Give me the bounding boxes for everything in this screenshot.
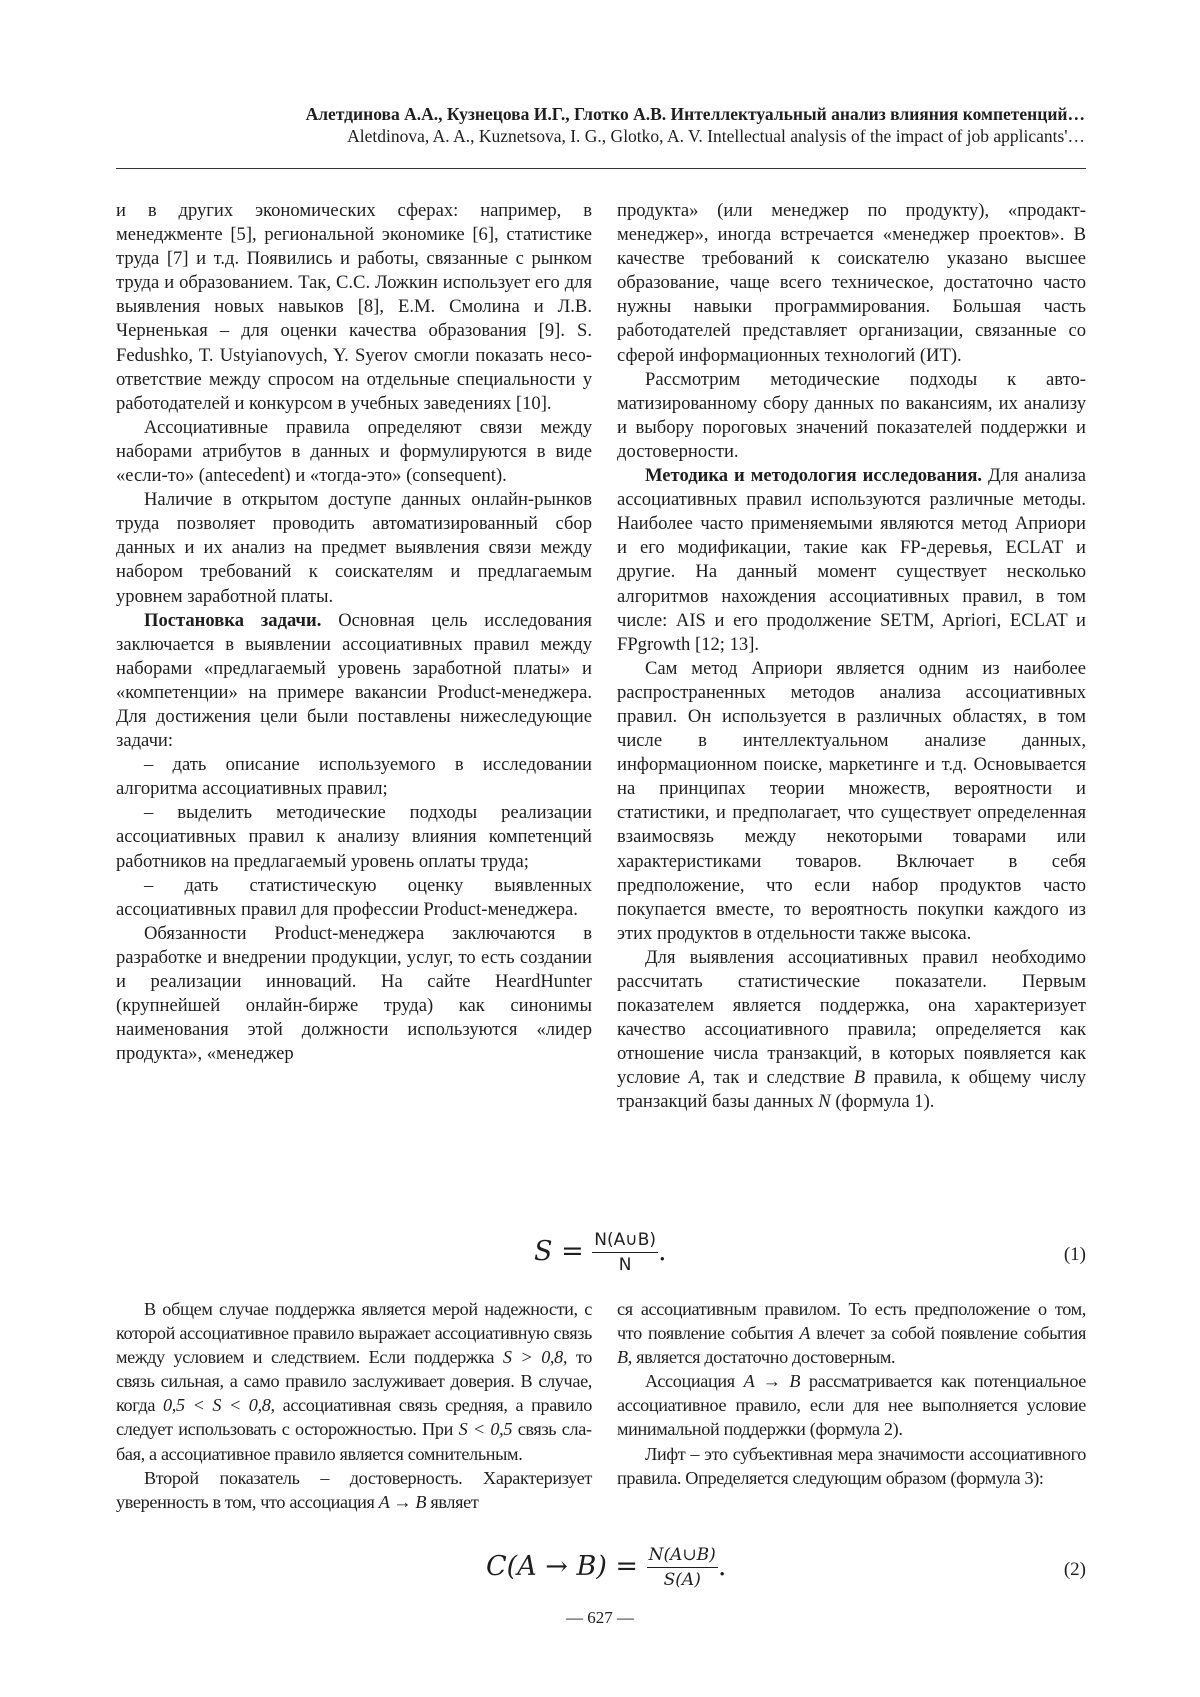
header-authors-ru: Алетдинова А.А., Кузнецова И.Г., Глотко А.В. Интеллектуальный анализ влияния компетенций… [305,104,1085,124]
math-var: B [617,1347,628,1368]
formula-lhs: C(A → B) = [486,1551,639,1582]
paragraph-text: влечет за собой появление события [816,1323,1086,1344]
formula: S = $\frac{N(A\cup B)}{N}$ . [534,1230,667,1275]
section-heading-problem: Постановка задачи. [144,609,322,631]
list-item: – дать описание используемого в исследовании алгоритма ассоциативных правил; [116,754,592,800]
paragraph [116,1466,592,1514]
math-var: A [799,1323,811,1344]
paragraph-text: ассоциативная связь средняя, а правило следует использовать с осторожностью. При [116,1395,593,1440]
paragraph-text: являет [430,1491,479,1512]
math-var: A [688,1067,701,1089]
paragraph-text: рассматривается как потенциальное ассоциативное правило, если для нее выполняется условие минимальной поддержки (формула 2). [617,1371,1087,1440]
paragraph: продукта» (или менеджер по продукту), «продакт-менеджер», иногда встречается «менеджер проектов». В качестве требований к соискателю указано высшее образование, чаще всего техническое, достаточно часто нужны навыки программирования. Большая часть работодателей представляет организации, связанные со сферой информационных технологий (ИТ). [617,200,1086,366]
formula-lhs: S [534,1236,553,1267]
paragraph: Рассмотрим методические подходы к автоматизированному сбору данных по вакансиям, их анализу и выбору пороговых значений показателей поддержки и достоверности. [617,368,1086,462]
math-expr: A → B [378,1491,427,1512]
paragraph-text: правила, к общему числу транзакций базы данных [617,1067,1086,1113]
paragraph: и в других экономических сферах: например, в менеджменте [5], региональной экономике [6], статистике труда [7] и т.д. Появились и работы, связанные с рынком труда и образованием. Так, С.С. Ложкин использует его для выявления новых навыков [8], Е.М. Смолина и Л.В. Черненькая – для оценки качества образования [9]. S. Fedushko, T. Ustyianovych, Y. Syerov смогли показать несоответствие между спросом на отдельные специальности у работодателей и конкурсом в учебных заведениях [10]. [116,200,592,414]
fraction-numerator: N(A∪B) [647,1545,718,1568]
formula: C(A → B) = $\frac{N(A\cup B)}{S(A)}$ . [486,1545,727,1590]
paragraph-text: так и следствие [713,1067,846,1089]
equation-1 [116,1230,1086,1290]
math-expr: S < 0,5 [458,1419,513,1440]
equation-2 [116,1545,1086,1605]
paragraph-text: связь слабая, а ассоциативное правило является сомнительным. [116,1419,593,1464]
paragraph: Ассоциативные правила определяют связи между наборами атрибутов в данных и формулируются в виде «если-то» (antecedent) и «тогда-это» (consequent). [116,416,592,487]
list-item: – выделить методические подходы реализации ассоциативных правил к анализу влияния компетенций работников на предлагаемый уровень оплаты труда; [116,802,592,872]
paragraph [617,1297,1086,1369]
column-right-top [617,199,1086,1115]
running-header [0,103,1085,147]
paragraph-text: Ассоциация [645,1371,735,1392]
fraction [592,1230,658,1275]
fraction [647,1545,718,1590]
math-expr: A → B [743,1371,801,1392]
header-authors-en: Aletdinova, A. A., Kuznetsova, I. G., Glotko, A. V. Intellectual analysis of the impact of job applicants'… [347,126,1085,146]
column-left-bottom [116,1297,592,1514]
fraction-denominator: S(A) [663,1570,701,1590]
paragraph-text: Для выявления ассоциативных правил необходимо рассчитать статистические показатели. Первым показателем является поддержка, она характеризует качество ассоциативного правила; определяется как отношение числа транзакций, в которых появляется как условие [617,946,1086,1089]
paragraph: Для выявления ассоциативных правил необходимо рассчитать статистические показатели. Первым показателем является поддержка, она характеризует качество ассоциативного правила; определяется как отношение числа транзакций, в которых появляется как условие A, так и следствие B правила, к общему числу транзакций базы данных N (формула 1). [617,946,1086,1113]
paragraph-text: В общем случае поддержка является мерой надежности, с которой ассоциативное правило выражает ассоциативную связь между условием и следствием. Если поддержка [116,1299,592,1368]
equation-number: (1) [1063,1244,1086,1265]
paragraph-text: Второй показатель – достоверность. Характеризует уверенность в том, что ассоциация [116,1467,592,1512]
paragraph: Обязанности Product-менеджера заключаются в разработке и внедрении продукции, услуг, то есть создании и реализации инноваций. На сайте HeardHunter (крупнейшей онлайн-бирже труда) как синонимы наименования этой должности используются «лидер продукта», «менеджер [116,922,592,1065]
paragraph [116,1297,592,1466]
column-right-bottom [617,1297,1086,1490]
math-var: N [818,1091,831,1113]
section-heading-methods: Методика и методология исследования. [645,465,983,487]
paragraph: Сам метод Априори является одним из наиболее распространенных методов анализа ассоциативных правил. Он используется в различных областях, в том числе в интеллектуальном анализе данных, информационном поиске, маркетинге и т.д. Основывается на принципах теории множеств, вероятности и статистики, и предполагает, что существует определенная взаимосвязь между некоторыми товарами или характеристиками товаров. Включает в себя предположение, что если набор продуктов часто покупается вместе, то вероятность покупки каждого из этих продуктов в отдельности также высока. [617,657,1086,944]
column-left-top [116,199,592,1066]
paragraph-text: ся ассоциативным правилом. То есть предположение о том, что появление события [617,1299,1086,1344]
math-expr: 0,5 < S < 0,8, [163,1395,275,1416]
paragraph: Наличие в открытом доступе данных онлайн-рынков труда позволяет проводить автоматизированный сбор данных и их анализ на предмет выявления связи между набором требований к соискателям и предлагаемым уровнем заработной платы. [116,489,592,607]
paragraph [116,609,592,754]
math-var: B [853,1067,866,1089]
paragraph: Лифт – это субъективная мера значимости ассоциативного правила. Определяется следующим образом (формула 3): [617,1443,1086,1488]
paragraph-text: , является достаточно достоверным. [627,1347,896,1368]
paragraph [617,1369,1086,1441]
equation-number: (2) [1063,1559,1086,1580]
header-divider [116,168,1086,169]
paragraph-text: то связь сильная, а само правило заслуживает доверия. В случае, когда [116,1347,592,1416]
math-expr: S > 0,8, [502,1347,568,1368]
list-item: – дать статистическую оценку выявленных ассоциативных правил для профессии Product-менеджера. [116,874,592,920]
paragraph-text: Основная цель исследования заключается в выявлении ассоциативных правил между наборами «предлагаемый уровень заработной платы» и «компетенции» на примере вакансии Product-менеджера. Для достижения цели были поставлены нижеследующие задачи: [116,609,592,752]
fraction-denominator: N [618,1255,632,1275]
page-number: — 627 — [566,1608,634,1627]
fraction-numerator: N(A∪B) [592,1230,658,1253]
paragraph-text: Для анализа ассоциативных правил используются различные методы. Наиболее часто применяемыми являются метод Априори и его модификации, такие как FP-деревья, ECLAT и другие. На данный момент существует несколько алгоритмов нахождения ассоциативных правил, в том числе: AIS и его продолжение SETM, Apriori, ECLAT и FPgrowth [12; 13]. [617,465,1086,655]
paragraph [617,464,1086,657]
paragraph-text: (формула 1). [835,1091,935,1113]
